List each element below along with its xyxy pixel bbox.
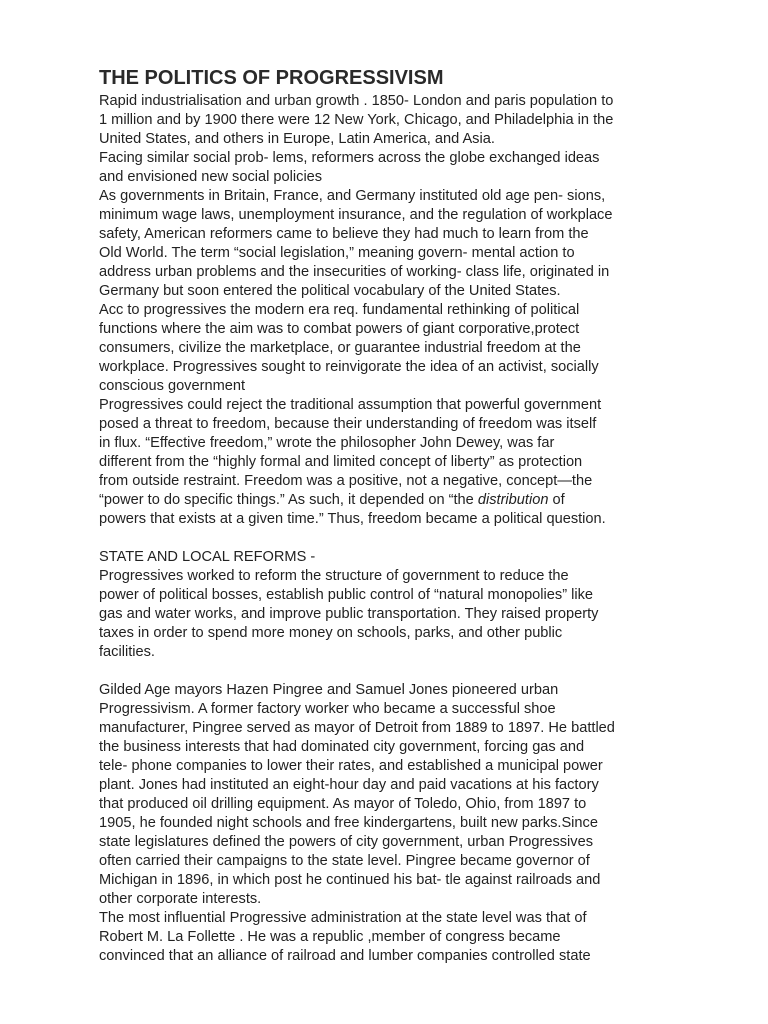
- text-line: Progressivism. A former factory worker who became a successful shoe: [99, 701, 556, 717]
- text-fragment: “power to do specific things.” As such, it depended on “the: [99, 492, 478, 508]
- text-line: United States, and others in Europe, Latin America, and Asia.: [99, 131, 495, 147]
- text-line: Acc to progressives the modern era req. fundamental rethinking of political: [99, 302, 580, 318]
- text-line: different from the “highly formal and limited concept of liberty” as protection: [99, 454, 583, 470]
- text-line: the business interests that had dominated city government, forcing gas and: [99, 739, 585, 755]
- text-line: As governments in Britain, France, and Germany instituted old age pen- sions,: [99, 188, 606, 204]
- text-line: from outside restraint. Freedom was a positive, not a negative, concept—the: [99, 473, 593, 489]
- text-line: in flux. “Effective freedom,” wrote the philosopher John Dewey, was far: [99, 435, 555, 451]
- text-line: Gilded Age mayors Hazen Pingree and Samuel Jones pioneered urban: [99, 682, 559, 698]
- text-line: Old World. The term “social legislation,” meaning govern- mental action to: [99, 245, 575, 261]
- text-line: gas and water works, and improve public transportation. They raised property: [99, 606, 599, 622]
- text-line: and envisioned new social policies: [99, 169, 323, 185]
- text-line: 1905, he founded night schools and free kindergartens, built new parks.Since: [99, 815, 598, 831]
- text-line: Michigan in 1896, in which post he continued his bat- tle against railroads and: [99, 872, 601, 888]
- text-line: address urban problems and the insecurities of working- class life, originated in: [99, 264, 610, 280]
- intro-paragraph: [99, 92, 678, 966]
- text-line: posed a threat to freedom, because their understanding of freedom was itself: [99, 416, 597, 432]
- text-line: functions where the aim was to combat powers of giant corporative,protect: [99, 321, 580, 337]
- text-line: minimum wage laws, unemployment insurance, and the regulation of workplace: [99, 207, 613, 223]
- document-title: THE POLITICS OF PROGRESSIVISM: [99, 67, 444, 89]
- text-line-with-italic: [99, 491, 678, 510]
- text-line: that produced oil drilling equipment. As mayor of Toledo, Ohio, from 1897 to: [99, 796, 587, 812]
- text-line: plant. Jones had instituted an eight-hour day and paid vacations at his factory: [99, 777, 599, 793]
- text-line: safety, American reformers came to believe they had much to learn from the: [99, 226, 589, 242]
- text-line: Rapid industrialisation and urban growth . 1850- London and paris population to: [99, 93, 614, 109]
- paragraph-spacer: [99, 662, 678, 681]
- text-line: facilities.: [99, 644, 155, 660]
- text-line: Progressives worked to reform the structure of government to reduce the: [99, 568, 569, 584]
- text-line: Germany but soon entered the political vocabulary of the United States.: [99, 283, 561, 299]
- text-line: Progressives could reject the traditional assumption that powerful government: [99, 397, 602, 413]
- text-line: Robert M. La Follette . He was a republic ,member of congress became: [99, 929, 561, 945]
- text-line: consumers, civilize the marketplace, or guarantee industrial freedom at the: [99, 340, 581, 356]
- text-line: other corporate interests.: [99, 891, 262, 907]
- text-line: powers that exists at a given time.” Thus, freedom became a political question.: [99, 511, 606, 527]
- text-line: convinced that an alliance of railroad and lumber companies controlled state: [99, 948, 591, 964]
- text-line: often carried their campaigns to the state level. Pingree became governor of: [99, 853, 590, 869]
- text-fragment: of: [548, 492, 565, 508]
- text-line: power of political bosses, establish public control of “natural monopolies” like: [99, 587, 594, 603]
- text-line: The most influential Progressive administration at the state level was that of: [99, 910, 587, 926]
- text-line: 1 million and by 1900 there were 12 New York, Chicago, and Philadelphia in the: [99, 112, 614, 128]
- section-heading: STATE AND LOCAL REFORMS -: [99, 549, 316, 565]
- text-line: conscious government: [99, 378, 246, 394]
- text-line: taxes in order to spend more money on schools, parks, and other public: [99, 625, 563, 641]
- text-line: state legislatures defined the powers of city government, urban Progressives: [99, 834, 594, 850]
- text-line: Facing similar social prob- lems, reformers across the globe exchanged ideas: [99, 150, 600, 166]
- italic-word: distribution: [477, 492, 549, 508]
- text-line: manufacturer, Pingree served as mayor of Detroit from 1889 to 1897. He battled: [99, 720, 615, 736]
- paragraph-spacer: [99, 529, 678, 548]
- text-line: tele- phone companies to lower their rates, and established a municipal power: [99, 758, 603, 774]
- text-line: workplace. Progressives sought to reinvigorate the idea of an activist, socially: [99, 359, 599, 375]
